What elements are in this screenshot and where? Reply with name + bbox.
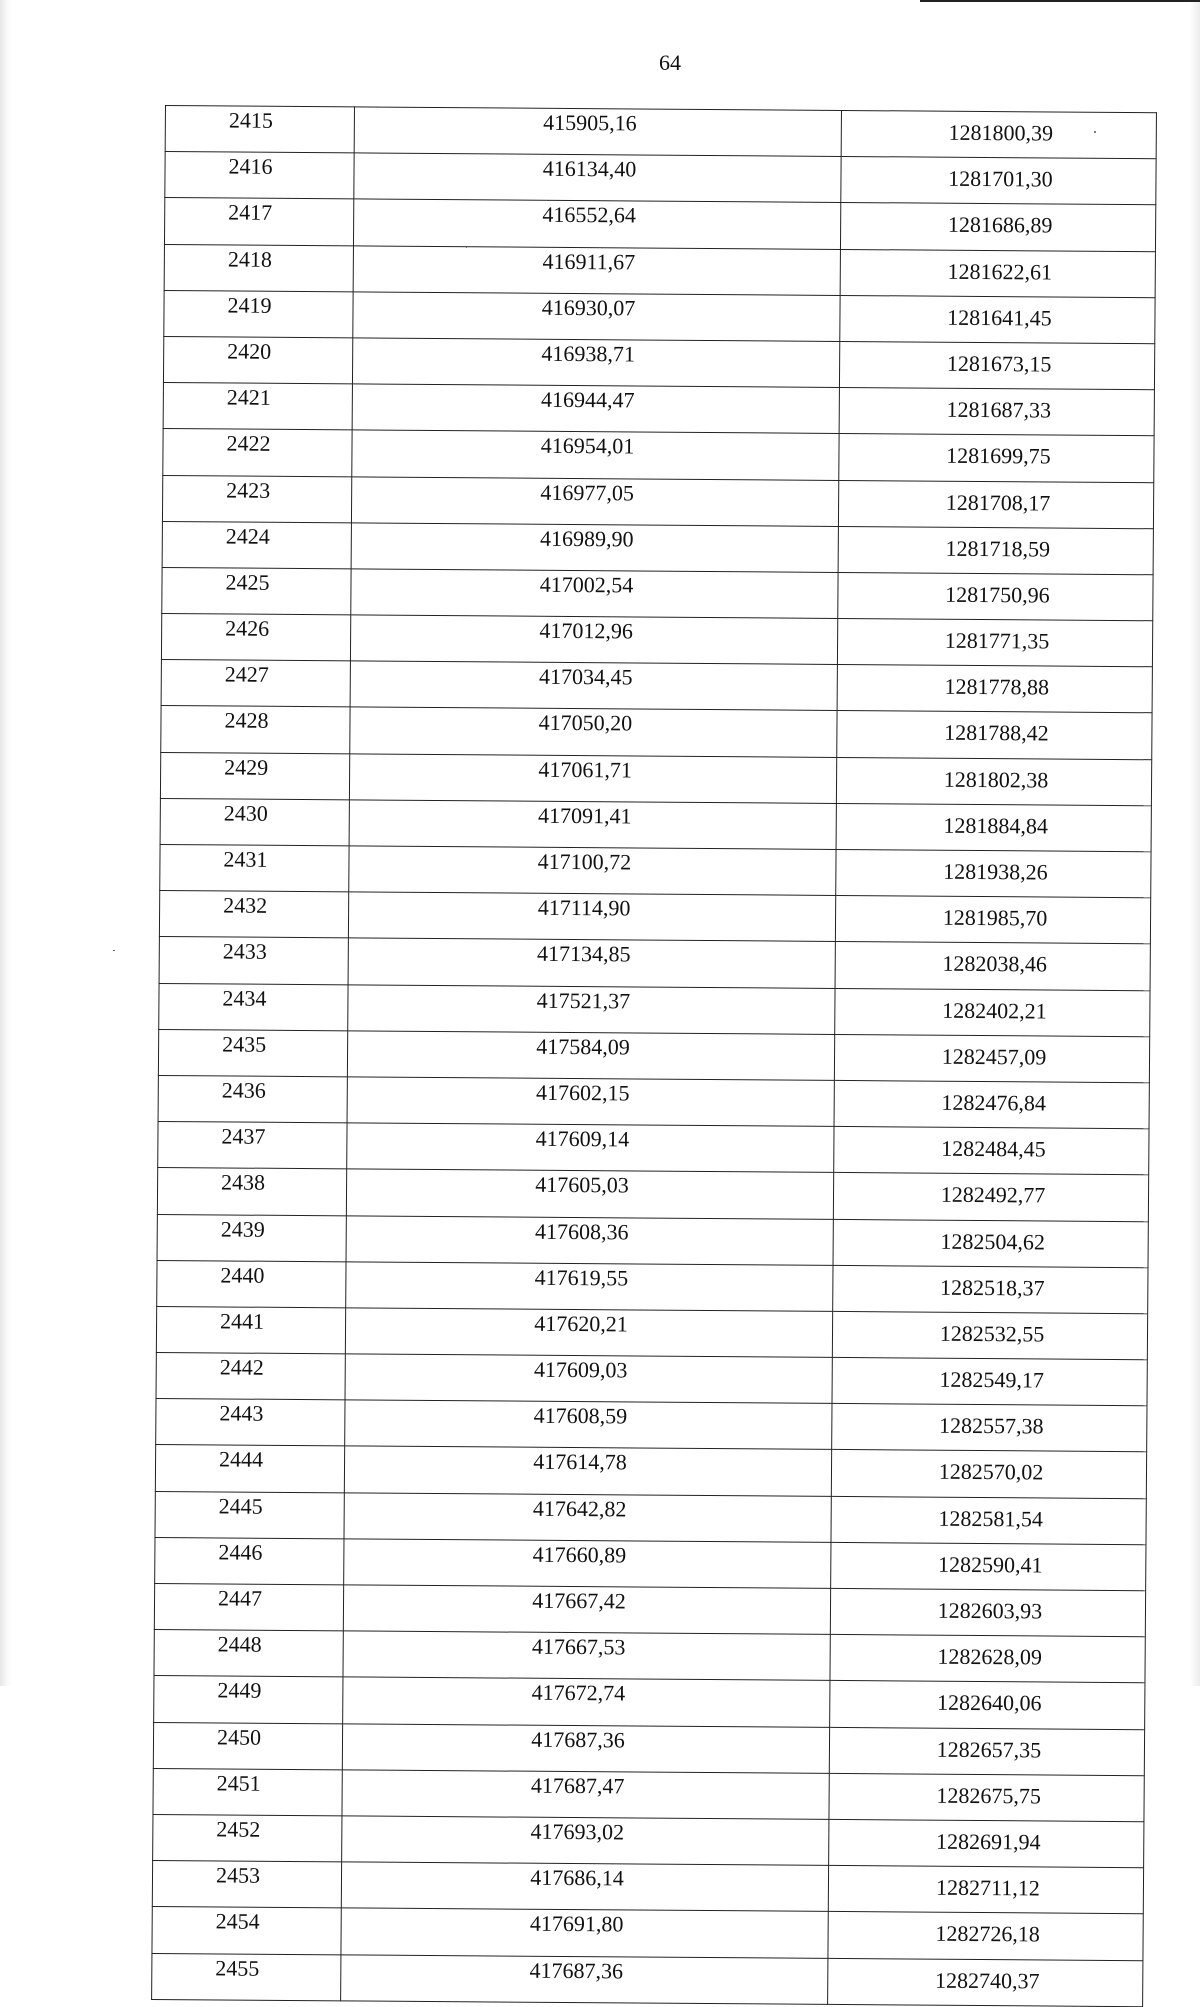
x-coordinate-cell: 417012,96 — [350, 615, 837, 665]
scan-right-edge — [1190, 0, 1200, 1686]
point-number-cell: 2422 — [163, 429, 352, 477]
y-coordinate-cell: 1282603,93 — [830, 1588, 1145, 1636]
point-number-cell: 2455 — [152, 1953, 341, 2001]
y-coordinate-cell: 1282711,12 — [828, 1866, 1143, 1914]
table-row — [158, 1075, 1149, 1128]
point-number-cell: 2443 — [156, 1399, 345, 1447]
y-coordinate-cell: 1282038,46 — [835, 942, 1150, 990]
x-coordinate-cell: 417002,54 — [351, 569, 838, 619]
y-coordinate-cell: 1282640,06 — [830, 1681, 1145, 1729]
x-coordinate-cell: 417609,03 — [345, 1354, 832, 1404]
point-number-cell: 2436 — [158, 1075, 347, 1123]
point-number-cell: 2425 — [162, 567, 351, 615]
point-number-cell: 2441 — [156, 1306, 345, 1354]
table-row — [154, 1630, 1145, 1683]
page-number: 64 — [659, 50, 681, 75]
table-row — [152, 1953, 1143, 2006]
x-coordinate-cell: 417608,59 — [345, 1400, 832, 1450]
table-row — [165, 152, 1156, 205]
table-row — [162, 521, 1153, 574]
x-coordinate-cell: 416938,71 — [352, 338, 839, 388]
x-coordinate-cell: 416552,64 — [353, 199, 840, 249]
table-row — [154, 1583, 1145, 1636]
scan-speck — [1094, 131, 1096, 133]
table-row — [157, 1260, 1148, 1313]
y-coordinate-cell: 1282581,54 — [831, 1496, 1146, 1544]
x-coordinate-cell: 417686,14 — [341, 1862, 828, 1912]
y-coordinate-cell: 1281800,39 — [841, 110, 1156, 158]
table-row — [163, 336, 1154, 389]
point-number-cell: 2449 — [154, 1676, 343, 1724]
y-coordinate-cell: 1281686,89 — [840, 203, 1155, 251]
point-number-cell: 2439 — [157, 1214, 346, 1262]
y-coordinate-cell: 1282628,09 — [830, 1635, 1145, 1683]
point-number-cell: 2424 — [162, 521, 351, 569]
point-number-cell: 2454 — [152, 1907, 341, 1955]
scan-left-edge — [0, 0, 12, 1686]
table-row — [156, 1399, 1147, 1452]
point-number-cell: 2417 — [164, 198, 353, 246]
table-row — [163, 429, 1154, 482]
x-coordinate-cell: 417614,78 — [344, 1446, 831, 1496]
x-coordinate-cell: 417609,14 — [347, 1123, 834, 1173]
y-coordinate-cell: 1282476,84 — [834, 1080, 1149, 1128]
point-number-cell: 2427 — [161, 660, 350, 708]
point-number-cell: 2415 — [165, 106, 354, 154]
x-coordinate-cell: 417034,45 — [350, 661, 837, 711]
x-coordinate-cell: 416944,47 — [352, 384, 839, 434]
table-row — [152, 1861, 1143, 1914]
y-coordinate-cell: 1282504,62 — [833, 1219, 1148, 1267]
y-coordinate-cell: 1282740,37 — [828, 1958, 1143, 2006]
point-number-cell: 2437 — [158, 1122, 347, 1170]
x-coordinate-cell: 416134,40 — [354, 153, 841, 203]
point-number-cell: 2438 — [157, 1168, 346, 1216]
y-coordinate-cell: 1281673,15 — [839, 341, 1154, 389]
point-number-cell: 2451 — [153, 1768, 342, 1816]
point-number-cell: 2428 — [161, 706, 350, 754]
y-coordinate-cell: 1282492,77 — [833, 1173, 1148, 1221]
point-number-cell: 2433 — [159, 937, 348, 985]
x-coordinate-cell: 417521,37 — [348, 984, 835, 1034]
y-coordinate-cell: 1282590,41 — [831, 1542, 1146, 1590]
point-number-cell: 2431 — [160, 844, 349, 892]
x-coordinate-cell: 417660,89 — [344, 1539, 831, 1589]
y-coordinate-cell: 1281750,96 — [838, 572, 1153, 620]
point-number-cell: 2453 — [152, 1861, 341, 1909]
x-coordinate-cell: 417050,20 — [350, 707, 837, 757]
point-number-cell: 2419 — [164, 290, 353, 338]
y-coordinate-cell: 1281788,42 — [837, 711, 1152, 759]
y-coordinate-cell: 1281938,26 — [836, 849, 1151, 897]
point-number-cell: 2446 — [155, 1537, 344, 1585]
y-coordinate-cell: 1282570,02 — [831, 1450, 1146, 1498]
x-coordinate-cell: 417691,80 — [341, 1908, 828, 1958]
point-number-cell: 2448 — [154, 1630, 343, 1678]
x-coordinate-cell: 417100,72 — [349, 846, 836, 896]
x-coordinate-cell: 417584,09 — [347, 1031, 834, 1081]
point-number-cell: 2452 — [153, 1814, 342, 1862]
y-coordinate-cell: 1282484,45 — [834, 1127, 1149, 1175]
x-coordinate-cell: 417667,42 — [343, 1585, 830, 1635]
scan-speck — [113, 950, 115, 951]
x-coordinate-cell: 417134,85 — [348, 938, 835, 988]
point-number-cell: 2421 — [163, 383, 352, 431]
table-row — [165, 106, 1156, 159]
x-coordinate-cell: 417620,21 — [345, 1308, 832, 1358]
x-coordinate-cell: 417687,36 — [341, 1954, 828, 2004]
point-number-cell: 2416 — [165, 152, 354, 200]
y-coordinate-cell: 1281699,75 — [839, 434, 1154, 482]
table-row — [156, 1353, 1147, 1406]
table-row — [164, 290, 1155, 343]
coordinates-table — [151, 105, 1157, 2007]
point-number-cell: 2435 — [158, 1029, 347, 1077]
y-coordinate-cell: 1282532,55 — [832, 1311, 1147, 1359]
table-row — [160, 752, 1151, 805]
point-number-cell: 2444 — [155, 1445, 344, 1493]
y-coordinate-cell: 1281884,84 — [836, 803, 1151, 851]
table-row — [163, 383, 1154, 436]
x-coordinate-cell: 415905,16 — [354, 107, 841, 157]
table-row — [161, 660, 1152, 713]
table-row — [155, 1537, 1146, 1590]
point-number-cell: 2418 — [164, 244, 353, 292]
x-coordinate-cell: 416977,05 — [351, 476, 838, 526]
x-coordinate-cell: 417687,36 — [342, 1723, 829, 1773]
y-coordinate-cell: 1281641,45 — [840, 295, 1155, 343]
table-row — [153, 1768, 1144, 1821]
coordinates-table-body — [152, 106, 1157, 2007]
point-number-cell: 2440 — [157, 1260, 346, 1308]
table-row — [162, 475, 1153, 528]
table-row — [160, 844, 1151, 897]
x-coordinate-cell: 417619,55 — [346, 1262, 833, 1312]
table-row — [161, 614, 1152, 667]
y-coordinate-cell: 1281985,70 — [835, 896, 1150, 944]
table-row — [158, 1029, 1149, 1082]
table-row — [159, 891, 1150, 944]
table-row — [161, 706, 1152, 759]
y-coordinate-cell: 1281778,88 — [837, 665, 1152, 713]
y-coordinate-cell: 1282518,37 — [833, 1265, 1148, 1313]
point-number-cell: 2432 — [159, 891, 348, 939]
x-coordinate-cell: 416911,67 — [353, 245, 840, 295]
y-coordinate-cell: 1281622,61 — [840, 249, 1155, 297]
x-coordinate-cell: 416930,07 — [353, 292, 840, 342]
x-coordinate-cell: 417605,03 — [346, 1169, 833, 1219]
point-number-cell: 2429 — [160, 752, 349, 800]
y-coordinate-cell: 1281802,38 — [836, 757, 1151, 805]
y-coordinate-cell: 1282691,94 — [829, 1819, 1144, 1867]
x-coordinate-cell: 417687,47 — [342, 1770, 829, 1820]
table-row — [155, 1491, 1146, 1544]
x-coordinate-cell: 416989,90 — [351, 523, 838, 573]
table-row — [154, 1676, 1145, 1729]
y-coordinate-cell: 1281701,30 — [841, 157, 1156, 205]
x-coordinate-cell: 417642,82 — [344, 1492, 831, 1542]
point-number-cell: 2426 — [161, 614, 350, 662]
point-number-cell: 2450 — [153, 1722, 342, 1770]
table-row — [155, 1445, 1146, 1498]
y-coordinate-cell: 1282402,21 — [835, 988, 1150, 1036]
y-coordinate-cell: 1281718,59 — [838, 526, 1153, 574]
point-number-cell: 2434 — [159, 983, 348, 1031]
y-coordinate-cell: 1282457,09 — [834, 1034, 1149, 1082]
y-coordinate-cell: 1282726,18 — [828, 1912, 1143, 1960]
x-coordinate-cell: 417608,36 — [346, 1215, 833, 1265]
x-coordinate-cell: 416954,01 — [352, 430, 839, 480]
point-number-cell: 2430 — [160, 798, 349, 846]
table-row — [152, 1907, 1143, 1960]
point-number-cell: 2445 — [155, 1491, 344, 1539]
table-row — [159, 983, 1150, 1036]
table-row — [157, 1168, 1148, 1221]
table-row — [162, 567, 1153, 620]
point-number-cell: 2442 — [156, 1353, 345, 1401]
table-row — [158, 1122, 1149, 1175]
table-row — [160, 798, 1151, 851]
y-coordinate-cell: 1281708,17 — [838, 480, 1153, 528]
table-row — [153, 1722, 1144, 1775]
x-coordinate-cell: 417091,41 — [349, 800, 836, 850]
table-row — [164, 244, 1155, 297]
table-row — [157, 1214, 1148, 1267]
y-coordinate-cell: 1282675,75 — [829, 1773, 1144, 1821]
x-coordinate-cell: 417061,71 — [349, 753, 836, 803]
scan-speck — [466, 247, 467, 248]
top-rule-line — [920, 0, 1200, 2]
point-number-cell: 2423 — [162, 475, 351, 523]
x-coordinate-cell: 417114,90 — [348, 892, 835, 942]
y-coordinate-cell: 1282657,35 — [829, 1727, 1144, 1775]
y-coordinate-cell: 1282549,17 — [832, 1357, 1147, 1405]
table-row — [159, 937, 1150, 990]
x-coordinate-cell: 417693,02 — [342, 1816, 829, 1866]
y-coordinate-cell: 1282557,38 — [832, 1404, 1147, 1452]
x-coordinate-cell: 417602,15 — [347, 1077, 834, 1127]
table-row — [153, 1814, 1144, 1867]
x-coordinate-cell: 417667,53 — [343, 1631, 830, 1681]
y-coordinate-cell: 1281771,35 — [837, 619, 1152, 667]
table-row — [156, 1306, 1147, 1359]
y-coordinate-cell: 1281687,33 — [839, 388, 1154, 436]
x-coordinate-cell: 417672,74 — [343, 1677, 830, 1727]
point-number-cell: 2420 — [163, 336, 352, 384]
point-number-cell: 2447 — [154, 1583, 343, 1631]
table-row — [164, 198, 1155, 251]
